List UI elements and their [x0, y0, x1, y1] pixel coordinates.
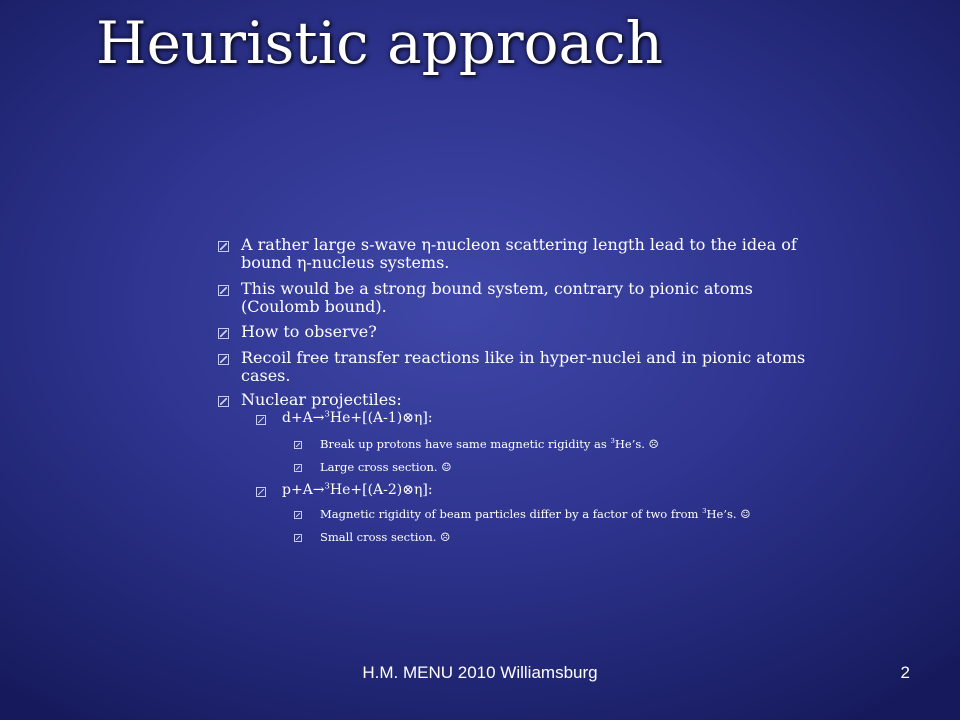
bullet-strong-bound-system [218, 280, 818, 316]
bullet-marker-icon [218, 354, 229, 365]
sub-bullet-d-reaction [256, 410, 816, 426]
bullet-text: This would be a strong bound system, contrary to pionic atoms (Coulomb bound). [241, 279, 753, 316]
sub-sub-bullet-small-cross-section [294, 530, 834, 544]
bullet-how-to-observe [218, 323, 818, 341]
sub-sub-bullet-break-up-protons [294, 437, 834, 451]
sub-sub-bullet-large-cross-section [294, 460, 834, 474]
page-number: 2 [900, 663, 910, 682]
sub-sub-bullet-marker-icon [294, 464, 302, 472]
bullet-eta-scattering-length [218, 236, 818, 272]
slide-footer [0, 660, 960, 686]
bullet-marker-icon [218, 328, 229, 339]
sub-bullet-text: d+A→$^3$He+[(A-1)⊗η]: [282, 408, 433, 426]
sub-sub-bullet-text: Small cross section. ☹ [320, 530, 451, 544]
slide-title: Heuristic approach [96, 9, 663, 77]
bullet-text: Recoil free transfer reactions like in hyper-nuclei and in pionic atoms cases. [241, 348, 806, 385]
sub-bullet-marker-icon [256, 415, 266, 425]
bullet-marker-icon [218, 396, 229, 407]
footer-text: H.M. MENU 2010 Williamsburg [362, 663, 598, 682]
bullet-text: A rather large s-wave η-nucleon scattering length lead to the idea of bound η-nucleus systems. [241, 235, 797, 272]
sub-bullet-marker-icon [256, 487, 266, 497]
bullet-recoil-free-transfer [218, 349, 818, 385]
sub-sub-bullet-text: Large cross section. ☺ [320, 460, 452, 474]
sub-sub-bullet-marker-icon [294, 511, 302, 519]
sub-sub-bullet-marker-icon [294, 534, 302, 542]
sub-bullet-text: p+A→$^3$He+[(A-2)⊗η]: [282, 480, 433, 498]
sub-sub-bullet-text: Magnetic rigidity of beam particles differ by a factor of two from $^3$He’s. ☺ [320, 507, 751, 521]
sub-sub-bullet-magnetic-rigidity [294, 507, 834, 521]
sub-sub-bullet-text: Break up protons have same magnetic rigidity as $^3$He’s. ☹ [320, 437, 659, 451]
bullet-text: How to observe? [241, 322, 377, 341]
sub-sub-bullet-marker-icon [294, 441, 302, 449]
bullet-nuclear-projectiles [218, 391, 818, 409]
sub-bullet-p-reaction [256, 482, 816, 498]
bullet-marker-icon [218, 285, 229, 296]
bullet-text: Nuclear projectiles: [241, 390, 402, 409]
bullet-marker-icon [218, 241, 229, 252]
